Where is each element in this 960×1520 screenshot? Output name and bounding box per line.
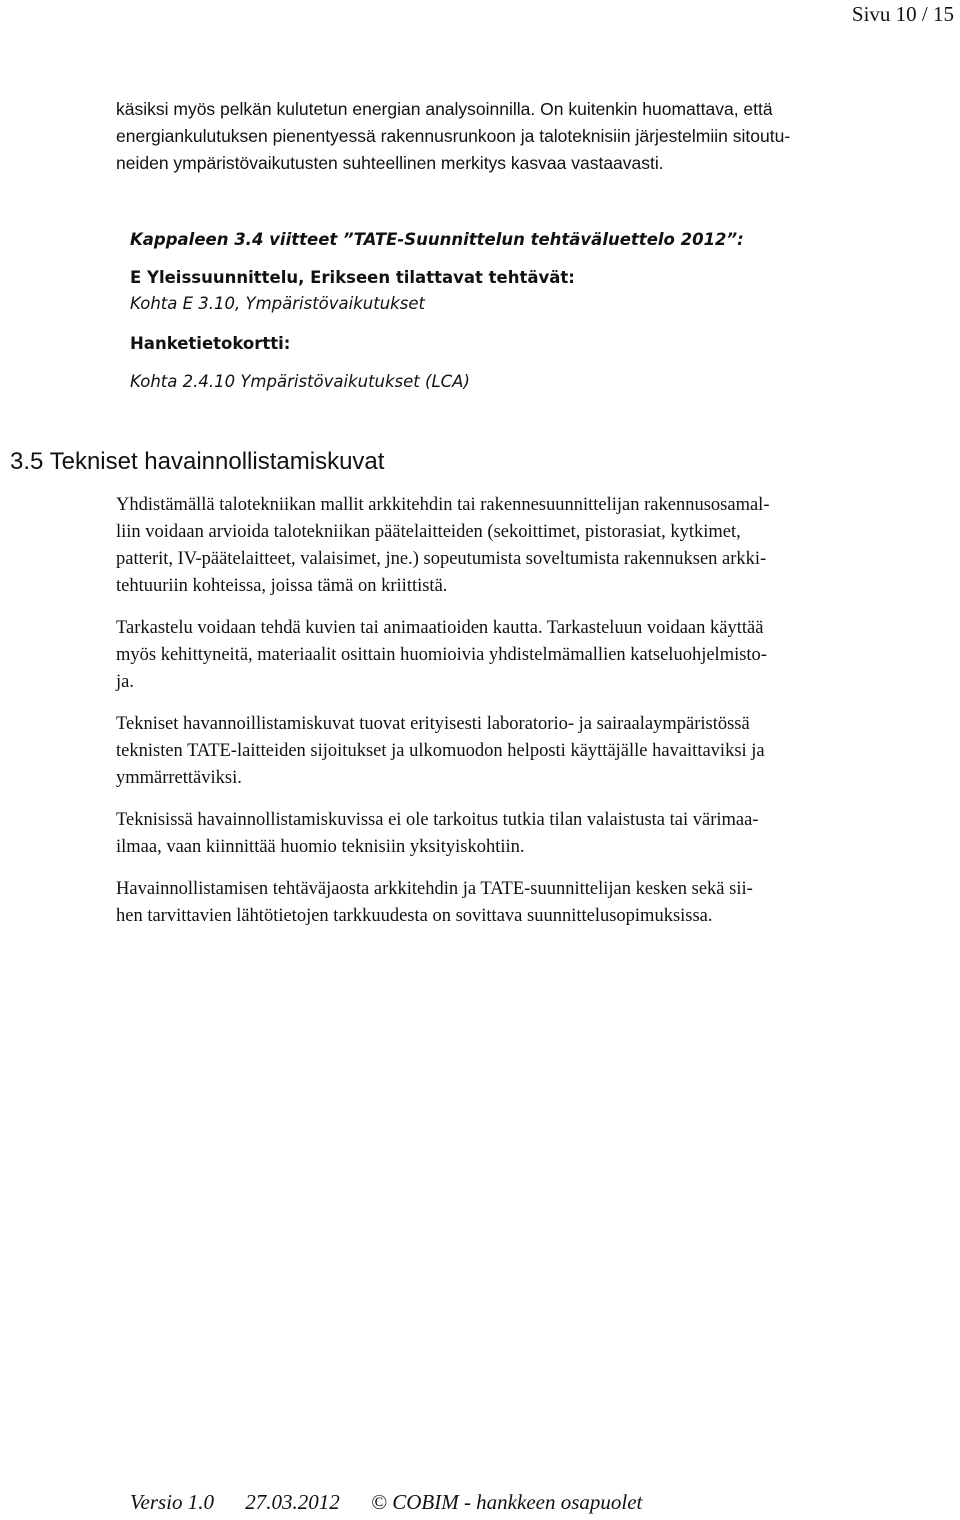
text-line: tehtuuriin kohteissa, joissa tämä on kriittistä. [116,576,448,596]
section-heading: 3.5 Tekniset havainnollistamiskuvat [10,448,385,475]
text-line: ymmärrettäviksi. [116,768,242,788]
text-line: energiankulutuksen pienentyessä rakennusrunkoon ja taloteknisiin järjestelmiin sitoutu- [116,126,791,146]
chapter-reference: Kappaleen 3.4 viitteet ”TATE-Suunnittelun tehtäväluettelo 2012”: [130,230,744,249]
text-line: neiden ympäristövaikutusten suhteellinen merkitys kasvaa vastaavasti. [116,153,664,173]
paragraph [116,807,960,861]
text-line: teknisten TATE-laitteiden sijoitukset ja ulkomuodon helposti käyttäjälle havaittaviksi ja [116,741,765,761]
text-line: Teknisissä havainnollistamiskuvissa ei ole tarkoitus tutkia tilan valaistusta tai värimaa- [116,810,759,830]
text-line: ja. [116,672,134,692]
general-design-item: Kohta E 3.10, Ympäristövaikutukset [130,294,425,313]
section-body [116,492,960,930]
page-number: Sivu 10 / 15 [851,2,954,26]
project-card-label: Hanketietokortti: [130,334,291,353]
text-line: myös kehittyneitä, materiaalit osittain huomioivia yhdistelmämallien katseluohjelmisto- [116,645,767,665]
paragraph [116,615,960,696]
text-line: käsiksi myös pelkän kulutetun energian analysoinnilla. On kuitenkin huomattava, että [116,99,773,119]
footer-copyright: © COBIM - hankkeen osapuolet [371,1490,643,1514]
text-line: ilmaa, vaan kiinnittää huomio teknisiin yksityiskohtiin. [116,837,525,857]
text-line: hen tarvittavien lähtötietojen tarkkuudesta on sovittava suunnittelusopimuksissa. [116,906,713,926]
text-line: patterit, IV-päätelaitteet, valaisimet, jne.) sopeutumista soveltumista rakennuksen arkki- [116,549,767,569]
project-card-item: Kohta 2.4.10 Ympäristövaikutukset (LCA) [130,372,470,391]
text-line: Tarkastelu voidaan tehdä kuvien tai animaatioiden kautta. Tarkasteluun voidaan käyttää [116,618,764,638]
paragraph [116,711,960,792]
footer-date: 27.03.2012 [245,1490,340,1514]
paragraph [116,876,960,930]
footer-version: Versio 1.0 [130,1490,214,1514]
text-line: Tekniset havannoillistamiskuvat tuovat erityisesti laboratorio- ja sairaalaympäristössä [116,714,750,734]
page-footer [130,1490,668,1515]
text-line: liin voidaan arvioida talotekniikan päätelaitteiden (sekoittimet, pistorasiat, kytkimet, [116,522,741,542]
text-line: Havainnollistamisen tehtäväjaosta arkkitehdin ja TATE-suunnittelijan kesken sekä sii- [116,879,753,899]
text-line: Yhdistämällä talotekniikan mallit arkkitehdin tai rakennesuunnittelijan rakennusosamal- [116,495,770,515]
general-design-label: E Yleissuunnittelu, Erikseen tilattavat tehtävät: [130,268,575,287]
paragraph [116,492,960,600]
intro-paragraph [116,96,906,177]
